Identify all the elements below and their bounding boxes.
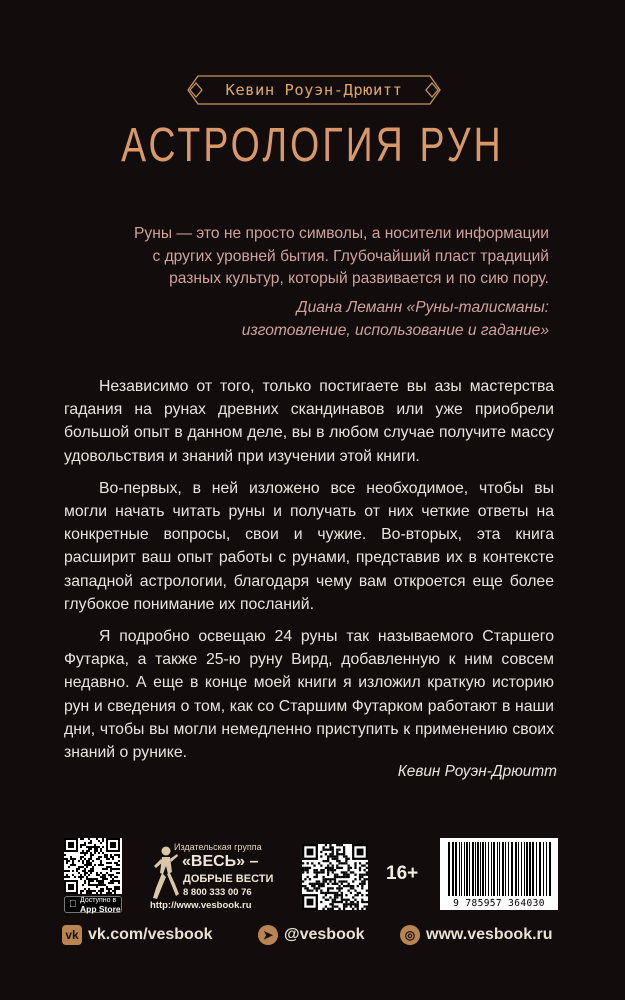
isbn-number: 9 785957 364030 (453, 898, 545, 909)
appstore-line1: Доступно в (80, 897, 117, 904)
publisher-phone: 8 800 333 00 76 (183, 887, 252, 898)
runner-figure-icon (150, 844, 180, 902)
website-label: www.vesbook.ru (426, 926, 553, 943)
epigraph-source-line: изготовление, использование и гадание» (241, 321, 549, 339)
epigraph-line: разных культур, который развивается и по сию пору. (169, 270, 549, 287)
appstore-line2: App Store (80, 904, 121, 914)
telegram-icon: ➤ (258, 925, 278, 945)
telegram-link[interactable] (258, 923, 365, 947)
globe-icon: ◎ (400, 925, 420, 945)
epigraph-line: с других уровней бытия. Глубочайший пласт традиций (152, 247, 549, 265)
annotation-paragraph: Во-первых, в ней изложено все необходимое, чтобы вы могли начать читать руны и получать от них четкие ответы на конкретные вопросы, свои и чужие. Во-вторых, эта книга расширит ваш опыт работы с рунами, представив их в контексте западной астрологии, благодаря чему вам откроется еще более глубокое понимание их посланий. (64, 479, 554, 613)
epigraph-quote (129, 223, 549, 291)
publisher-logo (150, 842, 280, 910)
publisher-url[interactable]: http://www.vesbook.ru (150, 900, 252, 911)
annotation-paragraph: Я подробно освещаю 24 руны так называемого Старшего Футарка, а также 25-ю руну Вирд, добавленную к ним совсем недавно. А еще в конце моей книги я изложил краткую историю рун и сведения о том, как со Старшим Футарком работают в наши дни, чтобы вы могли немедленно приступить к применению своих знаний о рунике. (64, 628, 554, 762)
epigraph-line: Руны — это не просто символы, а носители информации (134, 225, 549, 242)
qr-code-app[interactable] (64, 838, 122, 894)
author-signature: Кевин Роуэн-Дрюитт (397, 763, 557, 780)
qr-code-site[interactable] (302, 844, 368, 910)
isbn-barcode (440, 838, 558, 910)
publisher-label: Издательская группа (174, 842, 262, 852)
epigraph-source (129, 297, 549, 342)
age-rating: 16+ (386, 863, 419, 884)
appstore-badge[interactable] (64, 896, 122, 913)
annotation-paragraph: Независимо от того, только постигаете вы азы мастерства гадания на рунах древних скандинавов или уже приобрели большой опыт в данном деле, вы в любом случае получите массу удовольствия и знаний при изучении этой книги. (64, 378, 554, 465)
apple-icon (69, 899, 77, 911)
telegram-label: @vesbook (284, 926, 365, 943)
barcode-icon (440, 840, 558, 900)
vk-link[interactable] (62, 923, 213, 947)
qr-code-icon (64, 838, 122, 894)
website-link[interactable] (400, 923, 553, 947)
author-banner (186, 74, 442, 106)
publisher-slogan: ДОБРЫЕ ВЕСТИ (183, 873, 274, 885)
book-title: АСТРОЛОГИЯ РУН (121, 119, 504, 172)
vk-icon: vk (62, 925, 82, 945)
epigraph-source-line: Диана Леманн «Руны-талисманы: (296, 299, 549, 316)
author-name: Кевин Роуэн-Дрюитт (225, 81, 403, 99)
annotation-text (64, 375, 554, 773)
qr-code-icon (302, 844, 368, 910)
vk-label: vk.com/vesbook (88, 926, 213, 943)
publisher-name: «ВЕСЬ» – (182, 853, 259, 870)
